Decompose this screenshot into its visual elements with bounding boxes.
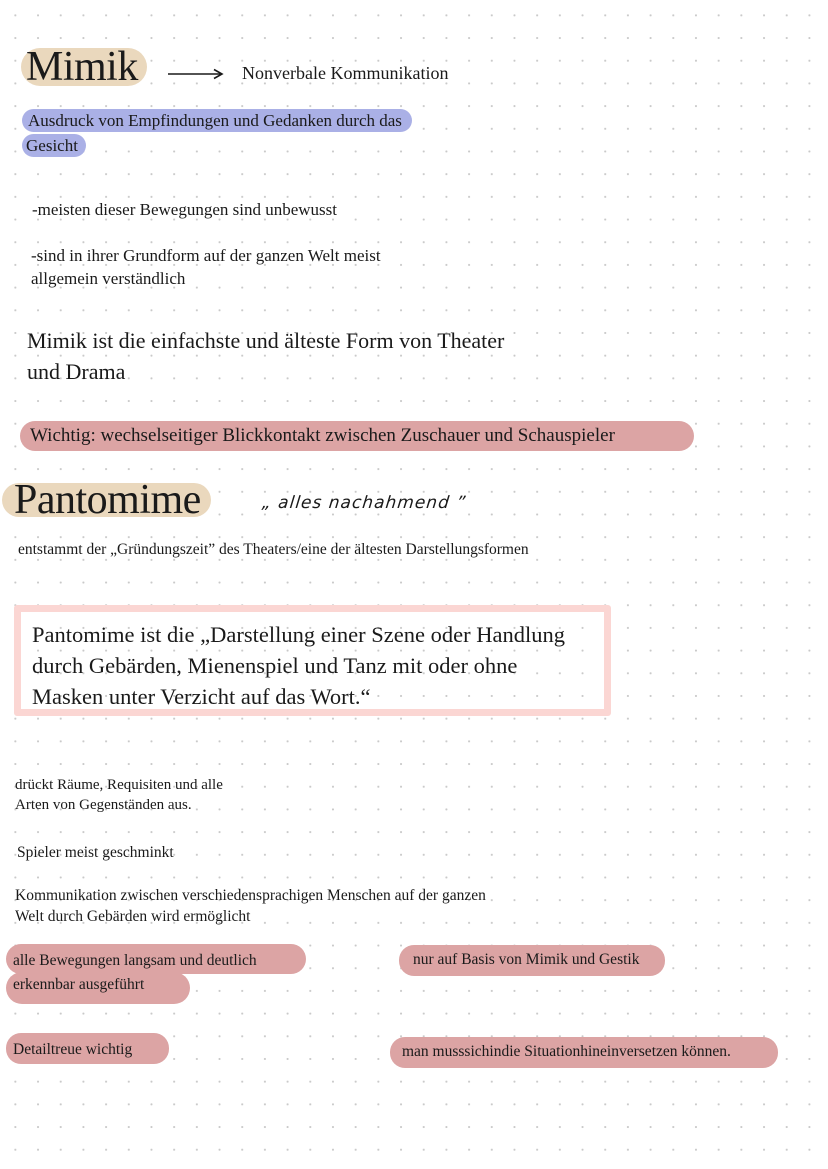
mimik-definition bbox=[22, 109, 412, 157]
quote-line-2: durch Gebärden, Mienenspiel und Tanz mit oder ohne bbox=[32, 653, 518, 678]
definition-line-1: Ausdruck von Empfindungen und Gedanken durch das bbox=[22, 109, 412, 132]
fact-1-line-1: drückt Räume, Requisiten und alle bbox=[15, 777, 223, 793]
pantomime-fact-1 bbox=[15, 775, 223, 815]
statement-line-2: und Drama bbox=[27, 359, 126, 384]
long-right-arrow-icon bbox=[168, 61, 224, 85]
pantomime-quote-box bbox=[14, 605, 611, 716]
mimik-title bbox=[21, 44, 147, 90]
bullet-2-line-1: -sind in ihrer Grundform auf der ganzen Welt meist bbox=[31, 246, 381, 265]
handwritten-note: „ alles nachahmend ” bbox=[260, 493, 468, 513]
tag-movements-2: erkennbar ausgeführt bbox=[6, 972, 190, 1004]
mimik-subtitle: Nonverbale Kommunikation bbox=[242, 63, 449, 83]
pantomime-fact-2: Spieler meist geschminkt bbox=[17, 844, 174, 861]
tag-detail: Detailtreue wichtig bbox=[6, 1033, 169, 1064]
statement-line-1: Mimik ist die einfachste und älteste Form von Theater bbox=[27, 328, 505, 353]
mimik-bullet-1: -meisten dieser Bewegungen sind unbewusst bbox=[32, 200, 337, 219]
definition-line-2: Gesicht bbox=[22, 134, 86, 157]
mimik-bullet-2 bbox=[31, 244, 381, 290]
fact-3-line-1: Kommunikation zwischen verschiedensprachigen Menschen auf der ganzen bbox=[15, 887, 486, 904]
mimik-title-text: Mimik bbox=[26, 44, 138, 90]
quote-line-1: Pantomime ist die „Darstellung einer Szene oder Handlung bbox=[32, 622, 565, 647]
pantomime-title-text: Pantomime bbox=[14, 477, 201, 523]
fact-3-line-2: Welt durch Gebärden wird ermöglicht bbox=[15, 908, 251, 925]
pantomime-origin: entstammt der „Gründungszeit” des Theaters/eine der ältesten Darstellungsformen bbox=[18, 541, 529, 558]
pantomime-title bbox=[2, 477, 211, 523]
tag-movements-1: alle Bewegungen langsam und deutlich bbox=[6, 944, 306, 974]
tag-basis: nur auf Basis von Mimik und Gestik bbox=[399, 945, 665, 976]
bullet-2-line-2: allgemein verständlich bbox=[31, 269, 186, 288]
pantomime-fact-3 bbox=[15, 885, 486, 927]
mimik-statement bbox=[27, 325, 504, 387]
fact-1-line-2: Arten von Gegenständen aus. bbox=[15, 797, 192, 813]
quote-line-3: Masken unter Verzicht auf das Wort.“ bbox=[32, 684, 371, 709]
tag-empathy: man musssichindie Situationhineinversetzen können. bbox=[390, 1037, 778, 1068]
mimik-important-note: Wichtig: wechselseitiger Blickkontakt zwischen Zuschauer und Schauspieler bbox=[20, 421, 694, 451]
